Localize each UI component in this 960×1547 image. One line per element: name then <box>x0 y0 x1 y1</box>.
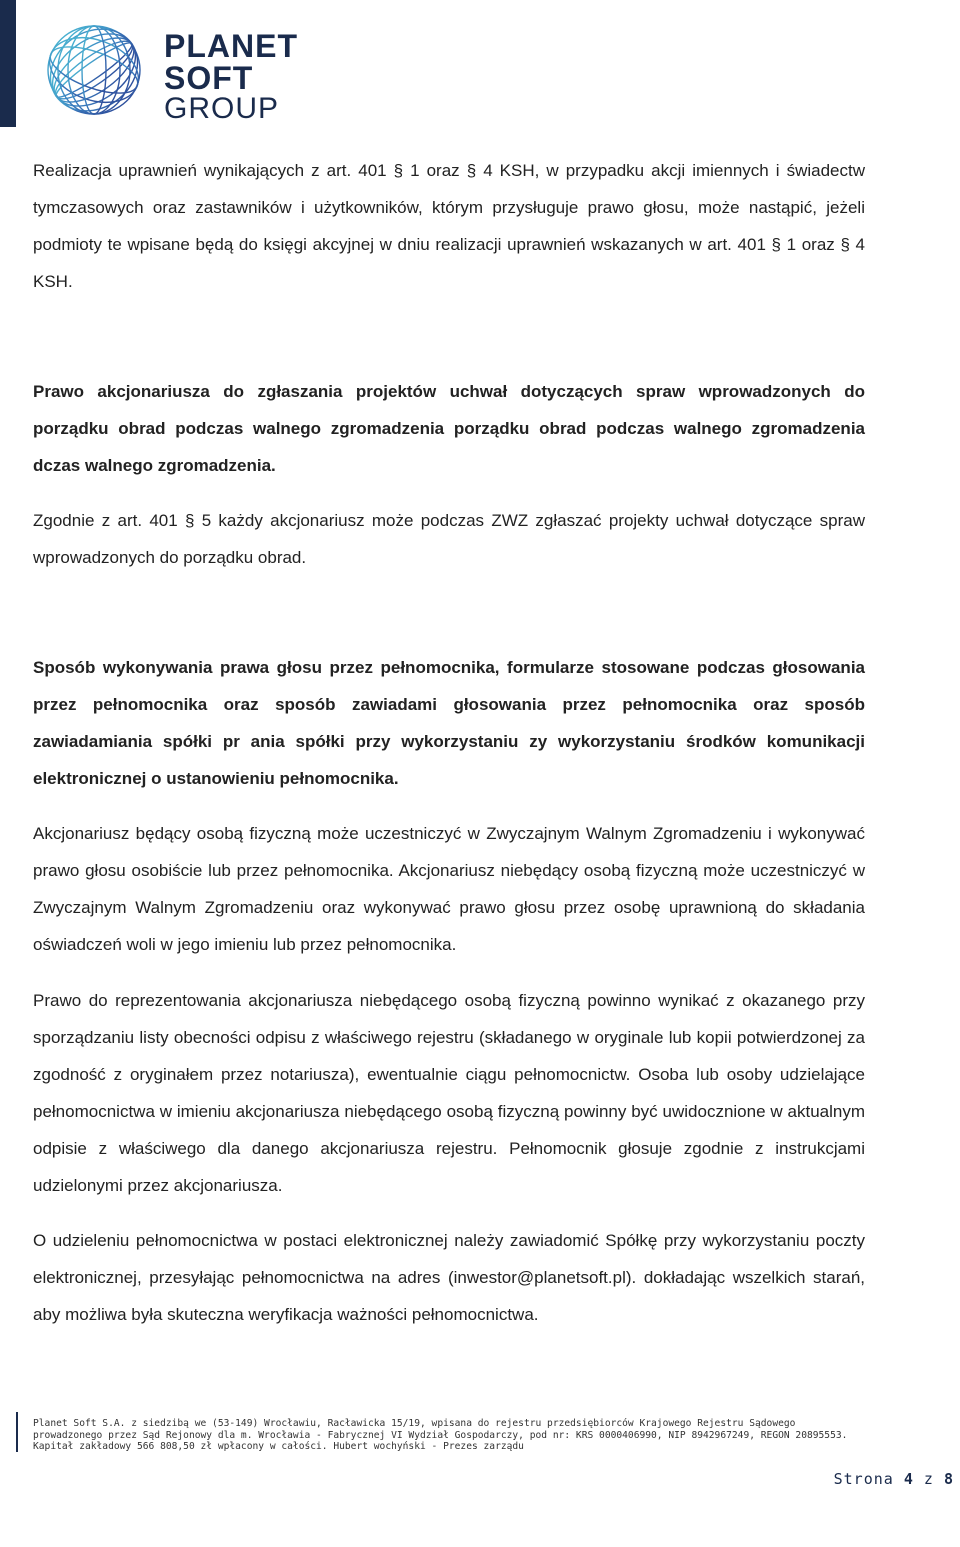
paragraph-pelnomocnictwo-elektroniczne: O udzieleniu pełnomocnictwa w postaci elektronicznej należy zawiadomić Spółkę przy wykorzystaniu poczty elektronicznej, przesyłając pełnomocnictwa na adres (inwestor@planetsoft.pl). dokładając wszelkich starań, aby możliwa była skuteczna weryfikacja ważności pełnomocnictwa. <box>33 1231 865 1324</box>
footer-accent-bar <box>16 1412 18 1452</box>
header-accent-bar <box>0 0 16 127</box>
footer-line-registry: prowadzonego przez Sąd Rejonowy dla m. Wrocławia - Fabrycznej VI Wydział Gospodarczy, pod nr: KRS 0000406990, NIP 8942967249, REGON 20895553. <box>33 1429 848 1441</box>
paragraph-realizacja-uprawnien: Realizacja uprawnień wynikających z art. 401 § 1 oraz § 4 KSH, w przypadku akcji imiennych i świadectw tymczasowych oraz zastawników i użytkowników, którym przysługuje prawo głosu, może nastąpić, jeżeli podmioty te wpisane będą do księgi akcyjnej w dniu realizacji uprawnień wskazanych w art. 401 § 1 oraz § 4 KSH. <box>33 161 865 291</box>
paragraph-zgodnie-z-art: Zgodnie z art. 401 § 5 każdy akcjonariusz może podczas ZWZ zgłaszać projekty uchwał dotyczące spraw wprowadzonych do porządku obrad. <box>33 511 865 567</box>
page-number <box>834 1470 954 1488</box>
page-number-separator: z <box>923 1470 934 1488</box>
logo-line-soft: SOFT <box>164 60 254 96</box>
company-logo <box>38 20 298 130</box>
paragraph-akcjonariusz-osoba-fizyczna: Akcjonariusz będący osobą fizyczną może uczestniczyć w Zwyczajnym Walnym Zgromadzeniu i wykonywać prawo głosu osobiście lub przez pełnomocnika. Akcjonariusz niebędący osobą fizyczną może uczestniczyć w Zwyczajnym Walnym Zgromadzeniu oraz wykonywać prawo głosu przez osobę uprawnioną do składania oświadczeń woli w jego imieniu lub przez pełnomocnika. <box>33 824 865 954</box>
footer-line-capital: Kapitał zakładowy 566 808,50 zł wpłacony w całości. Hubert wochyński - Prezes zarządu <box>33 1441 524 1452</box>
page-number-label: Strona <box>833 1470 894 1488</box>
logo-wordmark <box>164 30 298 124</box>
page-number-current: 4 <box>903 1470 914 1488</box>
logo-line-planet: PLANET <box>164 28 298 64</box>
footer-line-address: Planet Soft S.A. z siedzibą we (53-149) Wrocławiu, Racławicka 15/19, wpisana do rejestru przedsiębiorców Krajowego Rejestru Sądowego <box>33 1418 796 1429</box>
logo-line-group: GROUP <box>164 92 280 125</box>
heading-prawo-zglaszania-projektow: Prawo akcjonariusza do zgłaszania projektów uchwał dotyczących spraw wprowadzonych do porządku obrad podczas walnego zgromadzenia porządku obrad podczas walnego zgromadzenia dczas walnego zgromadzenia. <box>33 382 865 475</box>
paragraph-prawo-do-reprezentowania: Prawo do reprezentowania akcjonariusza niebędącego osobą fizyczną powinno wynikać z okazanego przy sporządzaniu listy obecności odpisu z właściwego rejestru (składanego w oryginale lub kopii potwierdzonej za zgodność z oryginałem przez notariusza), ewentualnie ciągu pełnomocnictw. Osoba lub osoby udzielające pełnomocnictwa w imieniu akcjonariusza niebędącego osobą fizyczną powinny być uwidocznione w aktualnym odpisie z właściwego dla danego akcjonariusza rejestru. Pełnomocnik głosuje zgodnie z instrukcjami udzielonymi przez akcjonariusza. <box>33 991 865 1195</box>
heading-sposob-wykonywania-prawa-glosu: Sposób wykonywania prawa głosu przez pełnomocnika, formularze stosowane podczas głosowania przez pełnomocnika oraz sposób zawiadami głosowania przez pełnomocnika oraz sposób zawiadamiania spółki pr ania spółki przy wykorzystaniu zy wykorzystaniu środków komunikacji elektronicznej o ustanowieniu pełnomocnika. <box>33 658 865 788</box>
globe-logo-icon <box>38 20 150 120</box>
page-footer <box>33 1418 933 1453</box>
page-number-total: 8 <box>943 1470 954 1488</box>
